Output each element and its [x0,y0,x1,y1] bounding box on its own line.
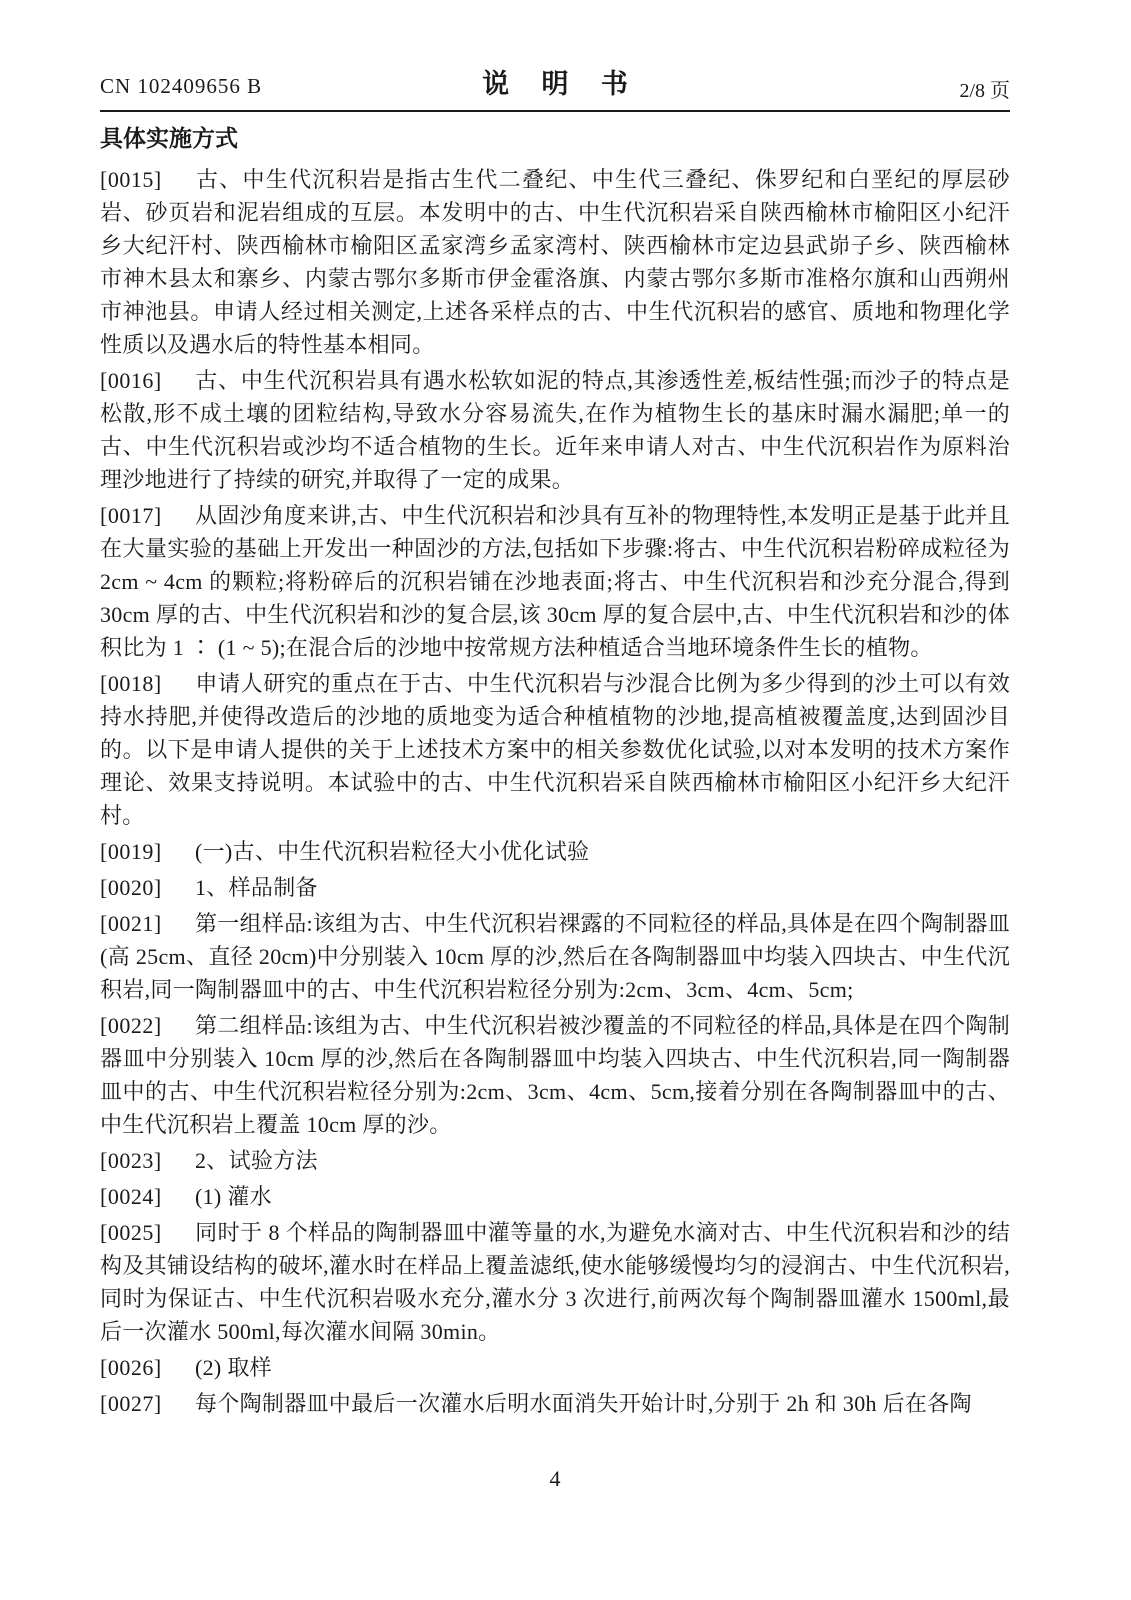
paragraph-number: [0016] [100,367,162,393]
paragraph [100,364,1010,496]
paragraph-number: [0017] [100,502,162,528]
paragraph-number: [0026] [100,1354,162,1380]
paragraph [100,1387,1010,1420]
paragraph-number: [0020] [100,874,162,900]
paragraph-text: (1) 灌水 [195,1183,272,1209]
paragraph-number: [0025] [100,1219,162,1245]
paragraph-text: 2、试验方法 [195,1147,318,1173]
paragraph [100,1180,1010,1213]
paragraph [100,1351,1010,1384]
paragraph-text: 同时于 8 个样品的陶制器皿中灌等量的水,为避免水滴对古、中生代沉积岩和沙的结构及其铺设结构的破坏,灌水时在样品上覆盖滤纸,使水能够缓慢均匀的浸润古、中生代沉积岩,同时为保证古、中生代沉积岩吸水充分,灌水分 3 次进行,前两次每个陶制器皿灌水 1500ml,最后一次灌水 500ml,每次灌水间隔 30min。 [100,1219,1010,1344]
paragraph-number: [0021] [100,910,162,936]
paragraph-text: 1、样品制备 [195,874,318,900]
header-divider [100,110,1010,112]
paragraph-number: [0022] [100,1012,162,1038]
paragraph [100,871,1010,904]
paragraph-text: 第二组样品:该组为古、中生代沉积岩被沙覆盖的不同粒径的样品,具体是在四个陶制器皿中分别装入 10cm 厚的沙,然后在各陶制器皿中均装入四块古、中生代沉积岩,同一陶制器皿中的古、中生代沉积岩粒径分别为:2cm、3cm、4cm、5cm,接着分别在各陶制器皿中的古、中生代沉积岩上覆盖 10cm 厚的沙。 [100,1012,1011,1137]
paragraph [100,1216,1010,1348]
page-content [100,0,1010,1420]
paragraph [100,163,1010,361]
paragraph-number: [0024] [100,1183,162,1209]
paragraph-text: (2) 取样 [195,1354,272,1380]
page-number: 4 [549,1466,561,1491]
paragraph-text: 从固沙角度来讲,古、中生代沉积岩和沙具有互补的物理特性,本发明正是基于此并且在大量实验的基础上开发出一种固沙的方法,包括如下步骤:将古、中生代沉积岩粉碎成粒径为 2cm ~ 4cm 的颗粒;将粉碎后的沉积岩铺在沙地表面;将古、中生代沉积岩和沙充分混合,得到 30cm 厚的古、中生代沉积岩和沙的复合层,该 30cm 厚的复合层中,古、中生代沉积岩和沙的体积比为 1 ∶ (1 ~ 5);在混合后的沙地中按常规方法种植适合当地环境条件生长的植物。 [100,502,1010,660]
paragraph [100,1009,1010,1141]
paragraph-number: [0015] [100,166,162,192]
paragraph-text: (一)古、中生代沉积岩粒径大小优化试验 [195,838,590,864]
paragraph-text: 申请人研究的重点在于古、中生代沉积岩与沙混合比例为多少得到的沙土可以有效持水持肥,并使得改造后的沙地的质地变为适合种植植物的沙地,提高植被覆盖度,达到固沙目的。以下是申请人提供的关于上述技术方案中的相关参数优化试验,以对本发明的技术方案作理论、效果支持说明。本试验中的古、中生代沉积岩采自陕西榆林市榆阳区小纪汗乡大纪汗村。 [100,670,1010,828]
page-indicator: 2/8 页 [959,80,1010,102]
paragraph-text: 每个陶制器皿中最后一次灌水后明水面消失开始计时,分别于 2h 和 30h 后在各陶 [195,1390,972,1416]
paragraph [100,907,1010,1006]
paragraph-number: [0019] [100,838,162,864]
paragraph [100,1144,1010,1177]
document-title: 说明书 [482,69,661,99]
paragraph-number: [0023] [100,1147,162,1173]
section-heading: 具体实施方式 [100,126,238,151]
page-header [100,0,1010,101]
paragraph-list [100,163,1010,1420]
paragraph-text: 古、中生代沉积岩是指古生代二叠纪、中生代三叠纪、侏罗纪和白垩纪的厚层砂岩、砂页岩和泥岩组成的互层。本发明中的古、中生代沉积岩采自陕西榆林市榆阳区小纪汗乡大纪汗村、陕西榆林市榆阳区孟家湾乡孟家湾村、陕西榆林市定边县武峁子乡、陕西榆林市神木县太和寨乡、内蒙古鄂尔多斯市伊金霍洛旗、内蒙古鄂尔多斯市准格尔旗和山西朔州市神池县。申请人经过相关测定,上述各采样点的古、中生代沉积岩的感官、质地和物理化学性质以及遇水后的特性基本相同。 [100,166,1010,357]
paragraph-text: 古、中生代沉积岩具有遇水松软如泥的特点,其渗透性差,板结性强;而沙子的特点是松散,形不成土壤的团粒结构,导致水分容易流失,在作为植物生长的基床时漏水漏肥;单一的古、中生代沉积岩或沙均不适合植物的生长。近年来申请人对古、中生代沉积岩作为原料治理沙地进行了持续的研究,并取得了一定的成果。 [100,367,1010,492]
paragraph-number: [0018] [100,670,162,696]
paragraph-text: 第一组样品:该组为古、中生代沉积岩裸露的不同粒径的样品,具体是在四个陶制器皿(高 25cm、直径 20cm)中分别装入 10cm 厚的沙,然后在各陶制器皿中均装入四块古、中生代沉积岩,同一陶制器皿中的古、中生代沉积岩粒径分别为:2cm、3cm、4cm、5cm; [100,910,1011,1002]
document-number: CN 102409656 B [100,74,263,98]
paragraph [100,667,1010,832]
paragraph-number: [0027] [100,1390,162,1416]
paragraph [100,835,1010,868]
paragraph [100,499,1010,664]
